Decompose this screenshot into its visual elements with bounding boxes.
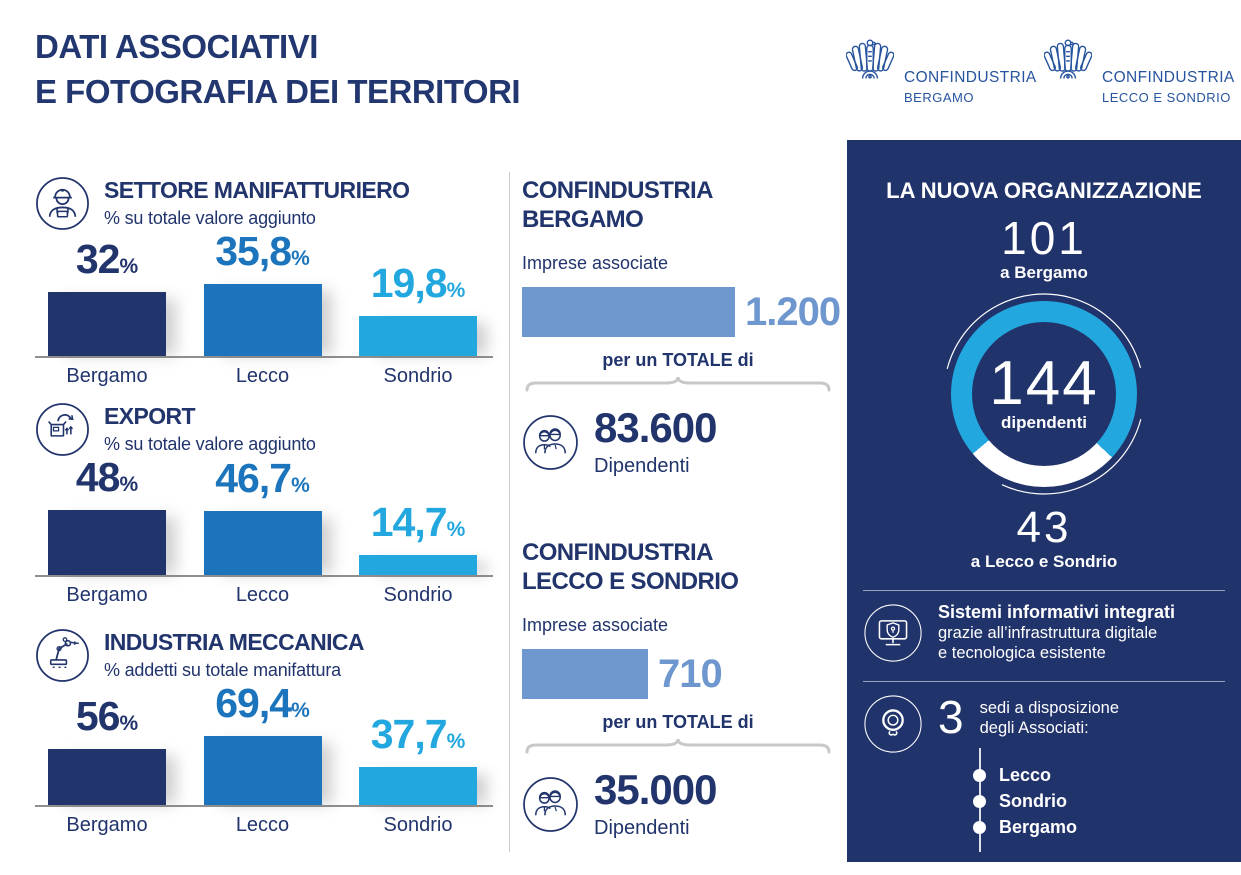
sites-count: 3 xyxy=(938,691,965,743)
chart-export xyxy=(35,402,493,607)
category-labels xyxy=(35,365,493,388)
ring-donut xyxy=(951,301,1137,487)
chart-title: INDUSTRIA MECCANICA xyxy=(104,629,364,655)
monitor-shield-icon xyxy=(863,603,923,663)
confindustria-eagle-icon xyxy=(846,34,894,86)
chart-title: SETTORE MANIFATTURIERO xyxy=(104,177,410,203)
systems-text xyxy=(938,602,1175,663)
sites-line1: sedi a disposizione xyxy=(979,699,1120,717)
bar-column-bergamo xyxy=(48,694,166,805)
bar-sondrio xyxy=(359,767,477,805)
panel-divider xyxy=(863,590,1225,591)
lecco-sondrio-employees-value: 43 xyxy=(1016,503,1072,552)
imprese-bar-value: 710 xyxy=(658,651,722,696)
bar-column-sondrio xyxy=(359,712,477,805)
worker-icon xyxy=(35,176,90,231)
ring-label: dipendenti xyxy=(1001,413,1087,432)
logo-org-name: CONFINDUSTRIA xyxy=(904,69,1037,86)
category-labels xyxy=(35,584,493,607)
robotic-arm-icon xyxy=(35,628,90,683)
imprese-bar-value: 1.200 xyxy=(745,289,841,334)
dipendenti-total xyxy=(522,766,834,840)
bar-value: 19,8% xyxy=(370,260,466,306)
two-people-icon xyxy=(522,414,579,471)
bullet-dot-icon xyxy=(973,795,986,808)
total-value: 35.000 xyxy=(594,766,717,813)
bar-value: 35,8% xyxy=(215,228,310,274)
bar-bergamo xyxy=(48,749,166,805)
bar-bergamo xyxy=(48,510,166,575)
chart-subtitle: % su totale valore aggiunto xyxy=(104,208,316,228)
logo-confindustria-lecco-sondrio xyxy=(1044,34,1235,105)
chart-titles xyxy=(104,628,364,681)
category-sondrio: Sondrio xyxy=(383,814,453,836)
chart-subtitle: % addetti su totale manifattura xyxy=(104,660,341,680)
bergamo-employees-value: 101 xyxy=(1001,212,1087,264)
site-item-bergamo: Bergamo xyxy=(973,814,1241,840)
logo-confindustria-bergamo xyxy=(846,34,1037,105)
category-bergamo: Bergamo xyxy=(66,365,148,387)
bar-plot-area xyxy=(35,680,493,807)
total-label: Dipendenti xyxy=(594,817,690,839)
ring-value: 144 xyxy=(989,349,1099,418)
imprese-bar xyxy=(522,287,735,337)
two-people-icon xyxy=(522,776,579,833)
total-value: 83.600 xyxy=(594,404,717,451)
page-title xyxy=(35,24,520,114)
sites-row xyxy=(847,691,1241,754)
dipendenti-total xyxy=(522,404,834,478)
bar-column-lecco xyxy=(204,456,322,575)
lecco-sondrio-employees-label: a Lecco e Sondrio xyxy=(970,552,1118,571)
logo-territory: LECCO E SONDRIO xyxy=(1102,90,1231,105)
site-item-lecco: Lecco xyxy=(973,762,1241,788)
sites-list xyxy=(973,762,1241,840)
systems-title: Sistemi informativi integrati xyxy=(938,602,1176,622)
chart-settore-manifatturiero xyxy=(35,176,493,388)
panel-title: LA NUOVA ORGANIZZAZIONE xyxy=(886,178,1202,203)
bullet-dot-icon xyxy=(973,821,986,834)
ring-center xyxy=(972,322,1116,466)
export-box-icon xyxy=(35,402,90,457)
systems-row xyxy=(847,602,1241,663)
imprese-associate-label: Imprese associate xyxy=(522,253,669,273)
total-caption: per un TOTALE di xyxy=(602,350,754,370)
bar-value: 69,4% xyxy=(215,680,310,726)
total-text xyxy=(594,766,717,840)
category-bergamo: Bergamo xyxy=(66,584,148,606)
chart-subtitle: % su totale valore aggiunto xyxy=(104,434,316,454)
bar-value: 56% xyxy=(75,693,139,739)
bar-column-bergamo xyxy=(48,455,166,575)
brace-graphic xyxy=(524,376,832,392)
logo-org-name: CONFINDUSTRIA xyxy=(1102,69,1235,86)
column-divider xyxy=(509,172,510,852)
bar-value: 37,7% xyxy=(370,711,466,757)
chart-titles xyxy=(104,176,409,229)
category-sondrio: Sondrio xyxy=(383,584,453,606)
total-text xyxy=(594,404,717,478)
bar-value: 32% xyxy=(75,236,139,282)
chart-header xyxy=(35,402,493,460)
systems-line1: grazie all’infrastruttura digitale xyxy=(938,624,1158,642)
logo-text xyxy=(1102,69,1235,105)
category-lecco: Lecco xyxy=(235,584,290,606)
category-lecco: Lecco xyxy=(235,814,290,836)
page-title-line2: E FOTOGRAFIA DEI TERRITORI xyxy=(35,73,521,110)
location-pin-icon xyxy=(863,694,923,754)
sites-line2: degli Associati: xyxy=(979,719,1089,737)
chart-header xyxy=(35,628,493,686)
bar-plot-area xyxy=(35,454,493,577)
category-labels xyxy=(35,814,493,837)
bar-sondrio xyxy=(359,555,477,575)
imprese-associate-label: Imprese associate xyxy=(522,615,669,635)
panel-nuova-organizzazione xyxy=(847,140,1241,862)
dipendenti-ring-chart xyxy=(939,289,1149,499)
bar-column-bergamo xyxy=(48,237,166,356)
bar-value: 14,7% xyxy=(370,499,466,545)
chart-titles xyxy=(104,402,316,455)
bar-column-sondrio xyxy=(359,500,477,575)
brace-graphic xyxy=(524,738,832,754)
category-sondrio: Sondrio xyxy=(383,365,453,387)
systems-line2: e tecnologica esistente xyxy=(938,644,1106,662)
bar-lecco xyxy=(204,511,322,575)
bar-bergamo xyxy=(48,292,166,356)
section-confindustria-bergamo xyxy=(522,176,841,478)
bar-column-sondrio xyxy=(359,261,477,356)
bar-sondrio xyxy=(359,316,477,356)
bergamo-employees-label: a Bergamo xyxy=(1000,263,1088,282)
bar-column-lecco xyxy=(204,681,322,805)
bar-value: 46,7% xyxy=(215,455,310,501)
total-label: Dipendenti xyxy=(594,455,690,477)
bar-lecco xyxy=(204,284,322,356)
section-title: CONFINDUSTRIA BERGAMO xyxy=(522,177,713,233)
category-lecco: Lecco xyxy=(235,365,290,387)
logo-text xyxy=(904,69,1037,105)
section-title: CONFINDUSTRIA LECCO E SONDRIO xyxy=(522,539,739,595)
imprese-bar xyxy=(522,649,648,699)
imprese-bar-row xyxy=(522,287,841,337)
bar-plot-area xyxy=(35,228,493,358)
bar-lecco xyxy=(204,736,322,805)
bullet-dot-icon xyxy=(973,769,986,782)
logo-territory: BERGAMO xyxy=(904,90,974,105)
imprese-bar-row xyxy=(522,649,834,699)
confindustria-eagle-icon xyxy=(1044,34,1092,86)
sites-text xyxy=(980,698,1119,738)
bar-value: 48% xyxy=(75,454,139,500)
page-title-line1: DATI ASSOCIATIVI xyxy=(35,28,318,65)
chart-title: EXPORT xyxy=(104,403,195,429)
panel-divider xyxy=(863,681,1225,682)
total-caption: per un TOTALE di xyxy=(602,712,754,732)
site-item-sondrio: Sondrio xyxy=(973,788,1241,814)
section-confindustria-lecco-sondrio xyxy=(522,538,834,840)
category-bergamo: Bergamo xyxy=(66,814,148,836)
chart-industria-meccanica xyxy=(35,628,493,837)
chart-header xyxy=(35,176,493,234)
bar-column-lecco xyxy=(204,229,322,356)
